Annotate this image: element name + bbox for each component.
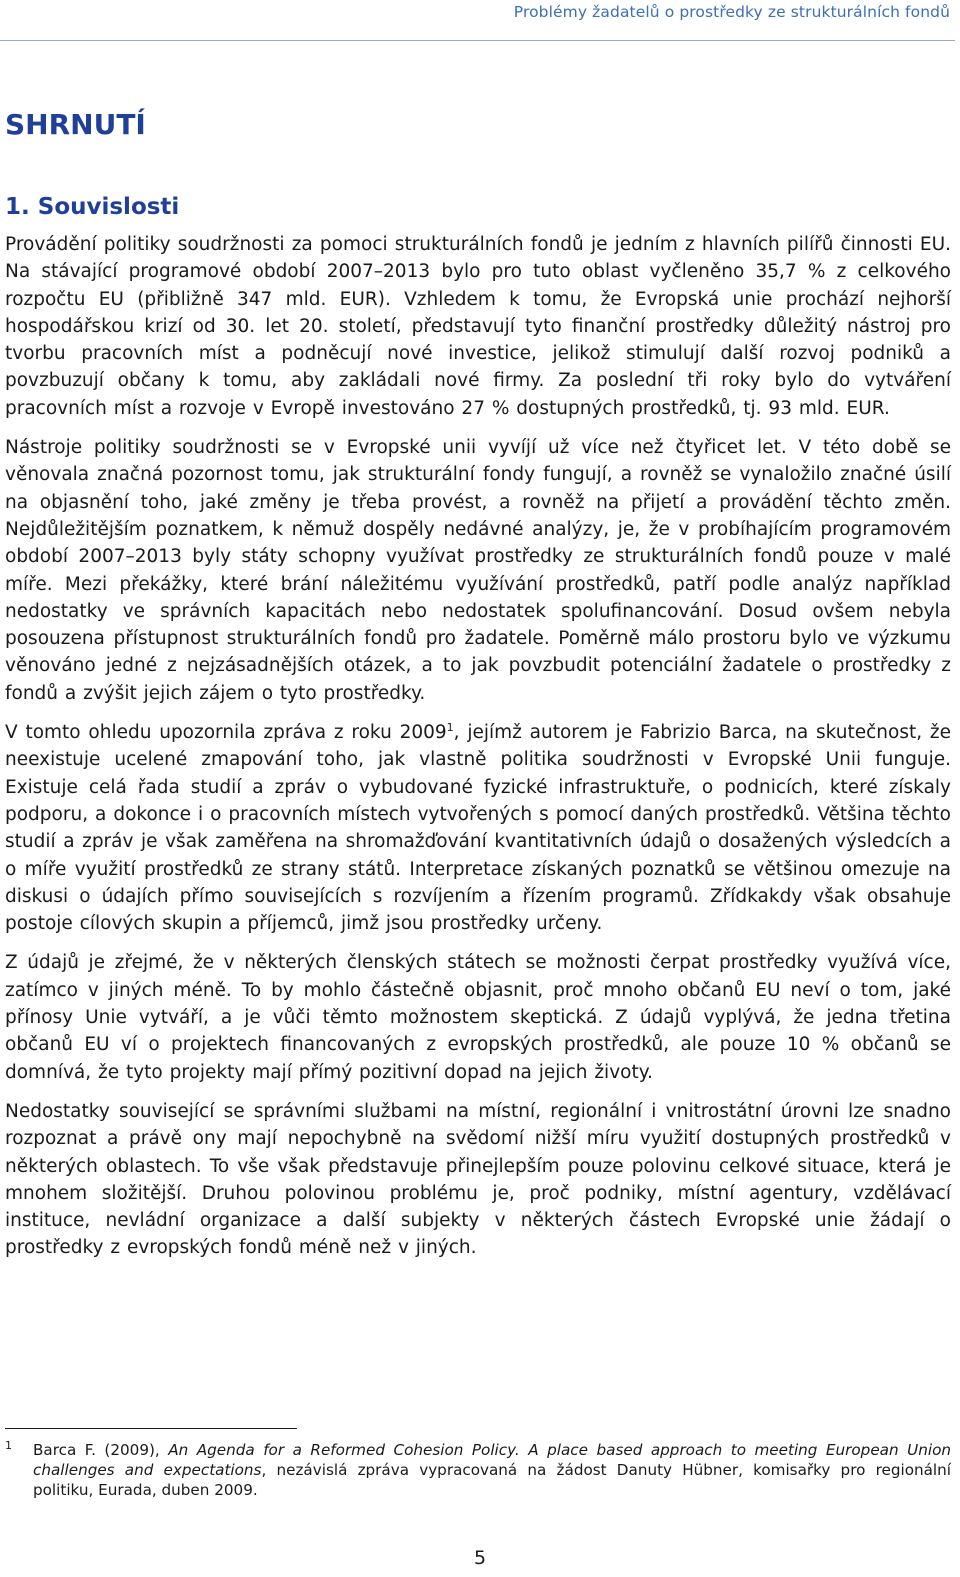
footnote-text-italic: An Agenda for a Reformed Cohesion Policy. A place based approach to meeting European Union challenges and expectations [33,1441,951,1479]
running-header: Problémy žadatelů o prostředky ze strukturálních fondů [513,3,950,21]
footnote-text [33,1440,951,1500]
summary-title: SHRNUTÍ [5,108,146,141]
footnote-divider [5,1428,297,1429]
footnote-text-start: Barca F. (2009), [33,1441,169,1459]
footnote-text-end: , nezávislá zpráva vypracovaná na žádost Danuty Hübner, komisařky pro regionální politiku, Eurada, duben 2009. [33,1461,951,1499]
paragraph-1: Provádění politiky soudržnosti za pomoci strukturálních fondů je jedním z hlavních pilířů činnosti EU. Na stávající programové období 2007–2013 bylo pro tuto oblast vyčleněno 35,7 % z celkového rozpočtu EU (přibližně 347 mld. EUR). Vzhledem k tomu, že Evropská unie prochází nejhorší hospodářskou krizí od 30. let 20. století, představují tyto finanční prostředky důležitý nástroj pro tvorbu pracovních míst a podněcují nové investice, jelikož stimulují další rozvoj podniků a povzbuzují občany k tomu, aby zakládali nové firmy. Za poslední tři roky bylo do vytváření pracovních míst a rozvoje v Evropě investováno 27 % dostupných prostředků, tj. 93 mld. EUR. [5,234,951,419]
paragraph-4: Z údajů je zřejmé, že v některých členských státech se možnosti čerpat prostředky využívá více, zatímco v jiných méně. To by mohlo částečně objasnit, proč mnoho občanů EU neví o tom, jaké přínosy Unie vytváří, a je vůči těmto možnostem skeptická. Z údajů vyplývá, že jedna třetina občanů EU ví o projektech financovaných z evropských prostředků, ale pouze 10 % občanů se domnívá, že tyto projekty mají přímý pozitivní dopad na jejich životy. [5,952,951,1083]
footnote-reference[interactable]: 1 [446,720,454,734]
paragraph-5: Nedostatky související se správními službami na místní, regionální i vnitrostátní úrovni lze snadno rozpoznat a právě ony mají nepochybně na svědomí nižší míru využití dostupných prostředků v některých oblastech. To vše však představuje přinejlepším pouze polovinu celkové situace, která je mnohem složitější. Druhou polovinou problému je, proč podniky, místní agentury, vzdělávací instituce, nevládní organizace a další subjekty v některých částech Evropské unie žádají o prostředky z evropských fondů méně než v jiných. [5,1100,951,1259]
paragraph-3-start: V tomto ohledu upozornila zpráva z roku 2009 [5,722,447,744]
footnote [5,1440,951,1500]
page-content [5,100,951,1274]
paragraph-3-rest: , jejímž autorem je Fabrizio Barca, na skutečnost, že neexistuje ucelené zmapování toho, jak vlastně politika soudržnosti v Evropské Unii funguje. Existuje celá řada studií a zpráv o vybudované fyzické infrastruktuře, o podnicích, které získaly podporu, a dokonce i o pracovních místech vytvořených s pomocí daných prostředků. Většina těchto studií a zpráv je však zaměřena na shromažďování kvantitativních údajů o dosažených výsledcích a o míře využití prostředků ze strany států. Interpretace získaných poznatků se většinou omezuje na diskusi o údajích přímo souvisejících s rozvíjením a řízením programů. Zřídkakdy však obsahuje postoje cílových skupin a příjemců, jimž jsou prostředky určeny. [5,722,951,935]
page-number: 5 [473,1547,487,1569]
footnote-number: 1 [5,1439,12,1452]
paragraph-2: Nástroje politiky soudržnosti se v Evropské unii vyvíjí už více než čtyřicet let. V této době se věnovala značná pozornost tomu, jak strukturální fondy fungují, a rovněž se vynaložilo značné úsilí na objasnění toho, jaké změny je třeba provést, a rovněž na přijetí a provádění těchto změn. Nejdůležitějším poznatkem, k němuž dospěly nedávné analýzy, je, že v probíhajícím programovém období 2007–2013 byly státy schopny využívat prostředky ze strukturálních fondů pouze v malé míře. Mezi překážky, které brání náležitému využívání prostředků, patří podle analýz například nedostatky ve správních kapacitách nebo nedostatek spolufinancování. Dosud ovšem nebyla posouzena přístupnost strukturálních fondů pro žadatele. Poměrně málo prostoru bylo ve výzkumu věnováno jedné z nejzásadnějších otázek, a to jak povzbudit potenciální žadatele o prostředky z fondů a zvýšit jejich zájem o tyto prostředky. [5,437,951,704]
paragraph-3 [5,719,951,937]
section-heading: 1. Souvislosti [5,194,180,220]
header-divider [0,40,955,41]
